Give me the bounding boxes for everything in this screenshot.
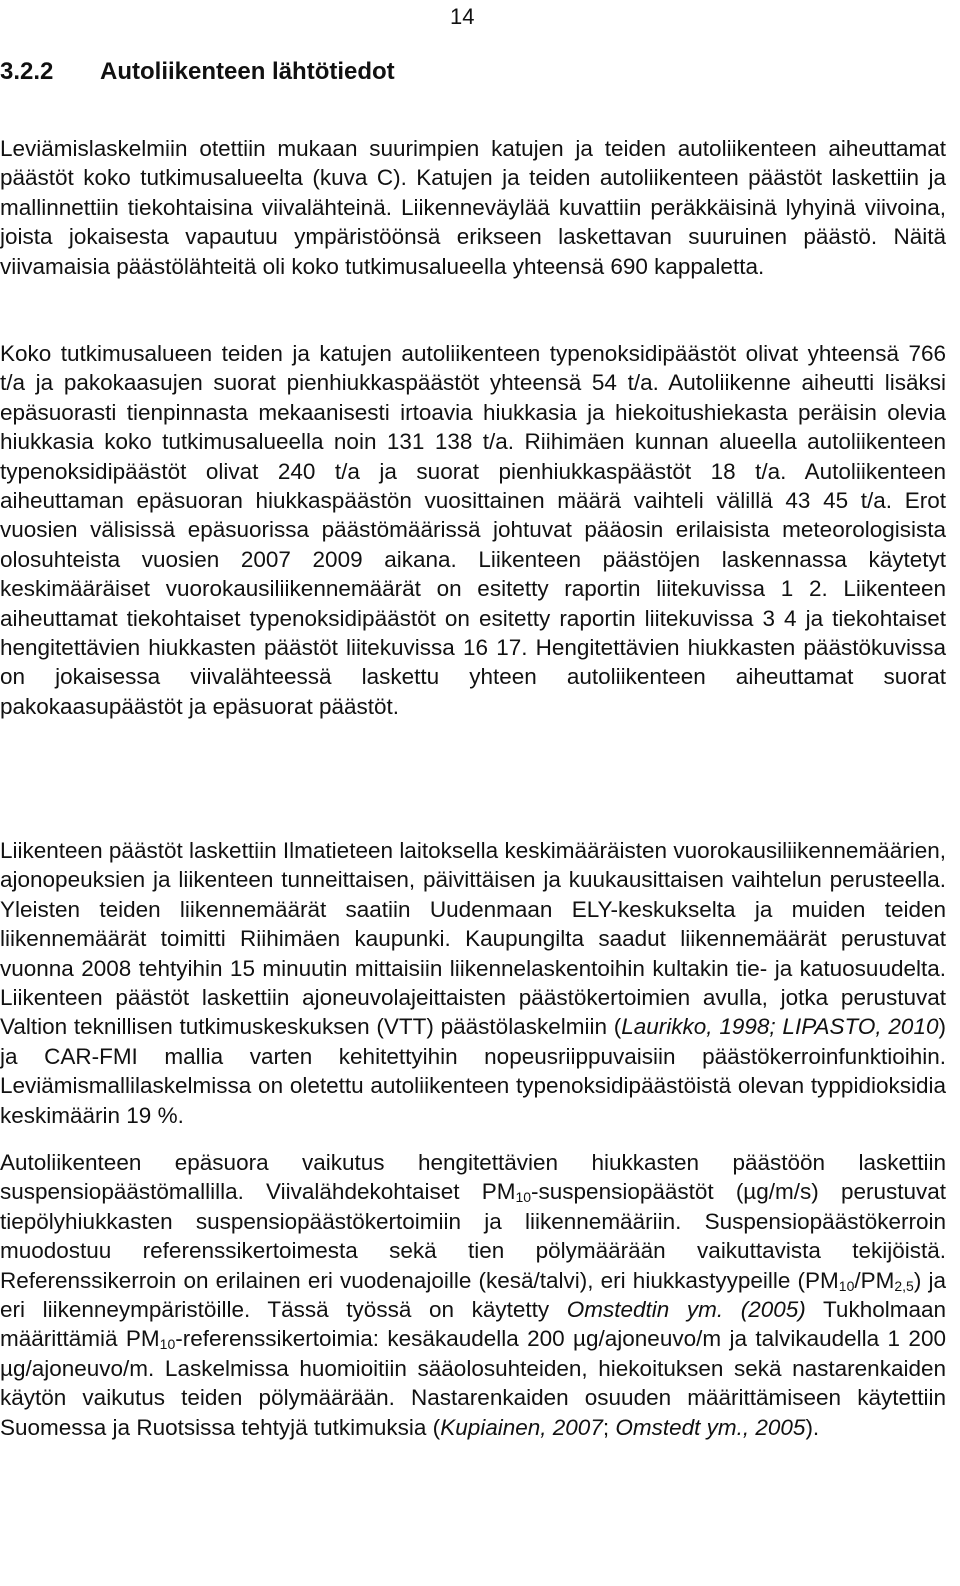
section-number: 3.2.2: [0, 58, 54, 85]
paragraph-text-segment: 10: [515, 1189, 532, 1206]
paragraph-3: [0, 836, 946, 1130]
section-title: Autoliikenteen lähtötiedot: [100, 58, 395, 85]
paragraph-text-segment: Leviämislaskelmiin otettiin mukaan suurimpien katujen ja teiden autoliikenteen aiheuttamat päästöt koko tutkimusalueelta (kuva C). Katujen ja teiden autoliikenteen päästöt laskettiin ja mallinnettiin tiekohtaisina viivalähteinä. Liikenneväylää kuvattiin peräkkäisinä lyhyinä viivoina, joista jokaisesta vapautuu ympäristöönsä erikseen laskettavan suuruinen päästö. Näitä viivamaisia päästölähteitä oli koko tutkimusalueella yhteensä 690 kappaletta.: [0, 136, 946, 279]
paragraph-text-segment: 2,5: [894, 1277, 914, 1294]
paragraph-text-segment: /PM: [854, 1267, 895, 1293]
section-heading: [0, 58, 395, 86]
paragraph-text-segment: Laurikko, 1998; LIPASTO, 2010: [621, 1014, 939, 1040]
paragraph-text-segment: 10: [838, 1277, 855, 1294]
paragraph-text-segment: Kupiainen, 2007: [440, 1414, 603, 1440]
page-number: 14: [450, 4, 475, 29]
paragraph-text-segment: ) ja CAR-FMI mallia varten kehitettyihin nopeusriippuvaisiin päästökerroinfunktioihin. Leviämismallilaskelmissa on oletettu autoliikenteen typenoksidipäästöistä olevan typpidioksidia keskimäärin 19 %.: [0, 1014, 946, 1128]
paragraph-text-segment: -referenssikertoimia: kesäkaudella 200 µg/ajoneuvo/m ja talvikaudella 1 200 µg/ajoneuvo/m. Laskelmissa huomioitiin sääolosuhteiden, hiekoituksen sekä nastarenkaiden käytön vaikutus teiden pölymäärään. Nastarenkaiden osuuden määrittämiseen käytettiin Suomessa ja Ruotsissa tehtyjä tutkimuksia (: [0, 1326, 946, 1440]
paragraph-text-segment: Omstedt ym., 2005: [615, 1414, 806, 1440]
paragraph-text-segment: ).: [805, 1414, 820, 1440]
paragraph-4: [0, 1148, 946, 1442]
paragraph-text-segment: Koko tutkimusalueen teiden ja katujen autoliikenteen typenoksidipäästöt olivat yhteensä 766 t/a ja pakokaasujen suorat pienhiukkaspäästöt yhteensä 54 t/a. Autoliikenne aiheutti lisäksi epäsuorasti tienpinnasta mekaanisesti irtoavia hiukkasia ja hiekoitushiekasta peräisin olevia hiukkasia koko tutkimusalueella noin 131 138 t/a. Riihimäen kunnan alueella autoliikenteen typenoksidipäästöt olivat 240 t/a ja suorat pienhiukkaspäästöt 18 t/a. Autoliikenteen aiheuttaman epäsuoran hiukkaspäästön vuosittainen määrä vaihteli välillä 43 45 t/a. Erot vuosien välisissä epäsuorissa päästömäärissä johtuvat pääosin erilaisista meteorologisista olosuhteista vuosien 2007 2009 aikana. Liikenteen päästöjen laskennassa käytetyt keskimääräiset vuorokausiliikennemäärät on esitetty raportin liitekuvissa 1 2. Liikenteen aiheuttamat tiekohtaiset typenoksidipäästöt on esitetty raportin liitekuvissa 3 4 ja tiekohtaiset hengitettävien hiukkasten päästöt liitekuvissa 16 17. Hengitettävien hiukkasten päästökuvissa on jokaisessa viivalähteessä laskettu yhteen autoliikenteen aiheuttamat suorat pakokaasupäästöt ja epäsuorat päästöt.: [0, 341, 946, 719]
paragraph-text-segment: Liikenteen päästöt laskettiin Ilmatieteen laitoksella keskimääräisten vuorokausiliikennemäärien, ajonopeuksien ja liikenteen tunneittaisen, päivittäisen ja kuukausittaisen vaihtelun perusteella. Yleisten teiden liikennemäärät saatiin Uudenmaan ELY-keskukselta ja muiden teiden liikennemäärät toimitti Riihimäen kaupunki. Kaupungilta saadut liikennemäärät perustuvat vuonna 2008 tehtyihin 15 minuutin mittaisiin liikennelaskentoihin kultakin tie- ja katuosuudelta. Liikenteen päästöt laskettiin ajoneuvolajeittaisten päästökertoimien avulla, jotka perustuvat Valtion teknillisen tutkimuskeskuksen (VTT) päästölaskelmiin (: [0, 838, 946, 1040]
paragraph-text-segment: Tukholmaan määrittämiä PM: [0, 1297, 947, 1352]
paragraph-text-segment: -suspensiopäästöt (µg/m/s) perustuvat tiepölyhiukkasten suspensiopäästökertoimiin ja liikennemääriin. Suspensiopäästökerroin muodostuu referenssikertoimesta sekä tien pölymäärään vaikuttavista tekijöistä. Referenssikerroin on erilainen eri vuodenajoille (kesä/talvi), eri hiukkastyypeille (PM: [0, 1179, 947, 1293]
paragraph-text-segment: 10: [159, 1336, 176, 1353]
paragraph-text-segment: Autoliikenteen epäsuora vaikutus hengitettävien hiukkasten päästöön laskettiin suspensiopäästömallilla. Viivalähdekohtaiset PM: [0, 1150, 946, 1205]
paragraph-text-segment: Omstedtin ym. (2005): [566, 1297, 806, 1323]
paragraph-1: [0, 134, 946, 281]
paragraph-text-segment: ) ja eri liikenneympäristöille. Tässä työssä on käytetty: [0, 1267, 946, 1323]
paragraph-text-segment: ;: [602, 1414, 616, 1440]
paragraph-2: [0, 339, 946, 721]
